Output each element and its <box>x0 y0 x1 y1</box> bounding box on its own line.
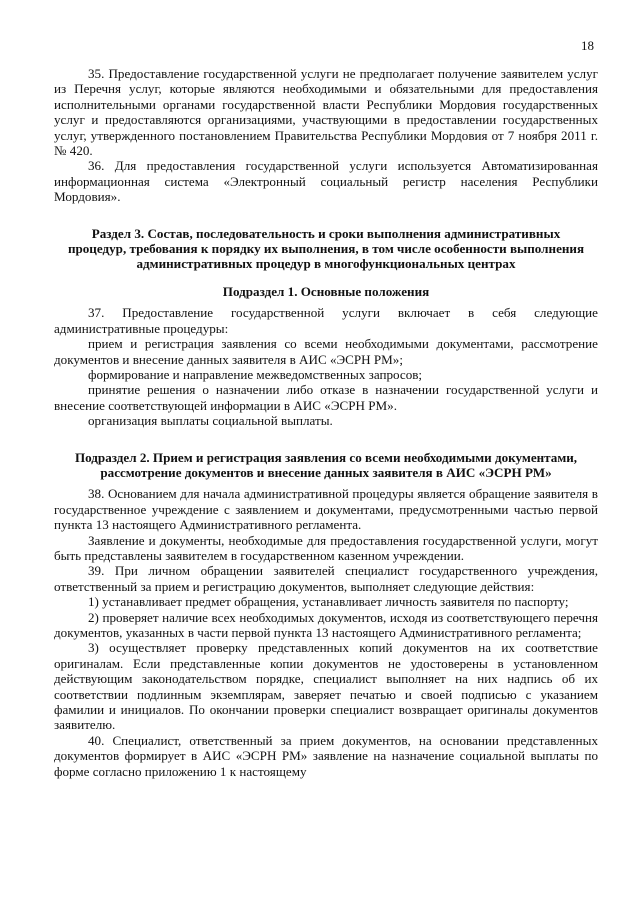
page-number: 18 <box>581 38 594 53</box>
paragraph-39: 39. При личном обращении заявителей специалист государственного учреждения, ответственный за прием и регистрацию документов, выполняет следующие действия: <box>54 563 598 594</box>
paragraph-40: 40. Специалист, ответственный за прием документов, на основании представленных документов формирует в АИС «ЭСРН РМ» заявление на назначение социальной выплаты по форме согласно приложению 1 к настоящему <box>54 732 598 779</box>
section-3-title: Раздел 3. Состав, последовательность и сроки выполнения административных процедур, требования к порядку их выполнения, в том числе особенности выполнения административных процедур в многофункциональных центрах <box>67 225 585 272</box>
paragraph-36: 36. Для предоставления государственной услуги используется Автоматизированная информационная система «Электронный социальный регистр населения Республики Мордовия». <box>54 158 598 205</box>
paragraph-38: 38. Основанием для начала административной процедуры является обращение заявителя в государственное учреждение с заявлением и документами, предусмотренными частью первой пункта 13 настоящего Административного регламента. <box>54 486 598 533</box>
action-item: 2) проверяет наличие всех необходимых документов, исходя из соответствующего перечня документов, указанных в части первой пункта 13 настоящего Административного регламента; <box>54 609 598 640</box>
paragraph-37: 37. Предоставление государственной услуги включает в себя следующие административные процедуры: <box>54 305 598 336</box>
subsection-1-title: Подраздел 1. Основные положения <box>222 283 430 299</box>
procedure-item: принятие решения о назначении либо отказе в назначении государственной услуги и внесение соответствующей информации в АИС «ЭСРН РМ». <box>54 382 598 413</box>
action-item: 1) устанавливает предмет обращения, устанавливает личность заявителя по паспорту; <box>88 594 569 610</box>
paragraph-38-2: Заявление и документы, необходимые для предоставления государственной услуги, могут быть представлены заявителем в государственном казенном учреждении. <box>54 532 598 563</box>
procedure-item: формирование и направление межведомственных запросов; <box>88 366 423 382</box>
paragraph-35: 35. Предоставление государственной услуги не предполагает получение заявителем услуг из Перечня услуг, которые являются необходимыми и обязательными для предоставления исполнительными органами государственной власти Республики Мордовия государственных услуг и предоставляются организациями, участвующими в предоставлении государственных услуг, утвержденного постановлением Правительства Республики Мордовия от 7 ноября 2011 г. № 420. <box>54 66 598 159</box>
subsection-2-title: Подраздел 2. Прием и регистрация заявления со всеми необходимыми документами, рассмотрение документов и внесение данных заявителя в АИС «ЭСРН РМ» <box>74 449 578 480</box>
procedure-item: прием и регистрация заявления со всеми необходимыми документами, рассмотрение документов и внесение данных заявителя в АИС «ЭСРН РМ»; <box>54 336 598 367</box>
document-body <box>54 66 598 779</box>
action-item: 3) осуществляет проверку представленных копий документов на их соответствие оригиналам. Если представленные копии документов не удостоверены в установленном действующим законодательством порядке, специалист выполняет на них надпись об их соответствии подлинным экземплярам, заверяет печатью и своей подписью с указанием фамилии и инициалов. По окончании проверки специалист возвращает оригиналы документов заявителю. <box>54 640 598 733</box>
procedure-item: организация выплаты социальной выплаты. <box>88 413 333 429</box>
